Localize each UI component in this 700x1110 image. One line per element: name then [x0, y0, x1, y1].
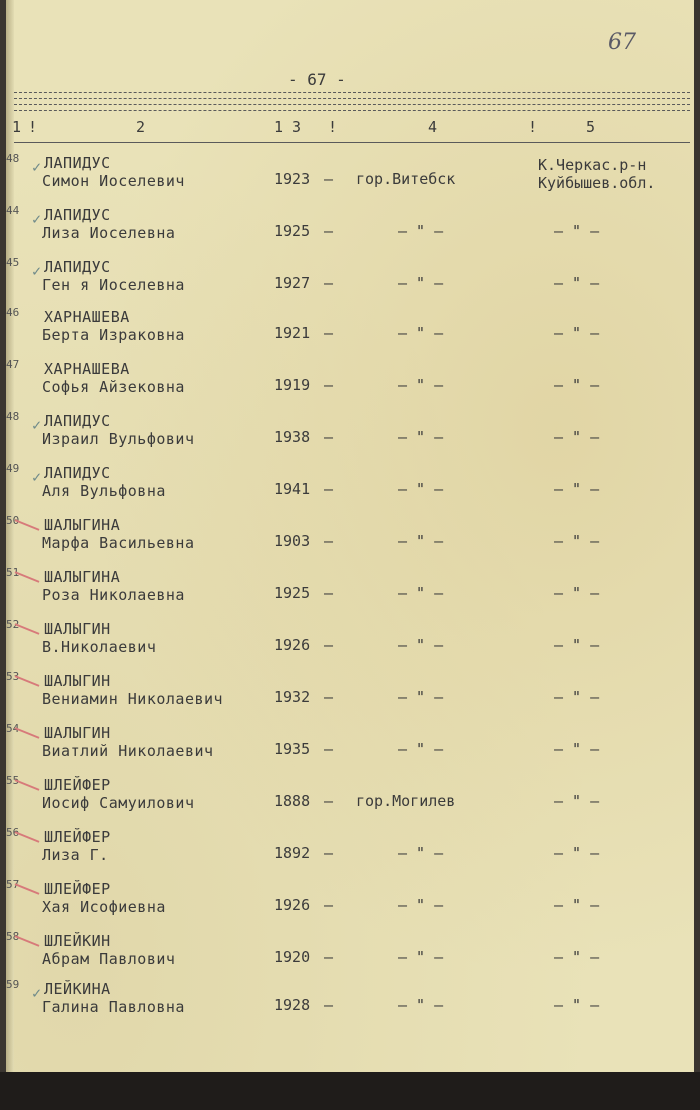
table-row: [6, 152, 696, 202]
dash: –: [324, 996, 334, 1014]
surname: ХАРНАШЕВА: [44, 308, 130, 326]
header-rule-1: [14, 92, 690, 93]
given-name: Аля Вульфовна: [42, 482, 166, 500]
destination-ditto: – " –: [554, 324, 600, 342]
column-separator: !: [528, 118, 538, 136]
row-number: 46: [6, 306, 20, 319]
header-bottom-rule: [14, 142, 690, 143]
dash: –: [324, 792, 334, 810]
destination-ditto: – " –: [554, 274, 600, 292]
dash: –: [324, 480, 334, 498]
column-header-3: 1 3: [274, 118, 302, 136]
row-number: 52: [6, 618, 20, 631]
row-number: 47: [6, 358, 20, 371]
birth-year: 1935: [274, 740, 311, 758]
given-name: Симон Иоселевич: [42, 172, 185, 190]
row-number: 48: [6, 152, 20, 165]
dash: –: [324, 740, 334, 758]
row-number: 57: [6, 878, 20, 891]
surname: ЛЕЙКИНА: [44, 980, 111, 998]
header-rule-2: [14, 98, 690, 99]
check-mark-icon: ✓: [32, 984, 42, 1002]
check-mark-icon: ✓: [32, 262, 42, 280]
place: гор.Могилев: [356, 792, 456, 810]
column-separator: !: [328, 118, 338, 136]
row-number: 48: [6, 410, 20, 423]
table-row: [6, 462, 696, 512]
column-header-1: 1: [12, 118, 22, 136]
scanner-background: [0, 1072, 700, 1110]
table-row: [6, 930, 696, 980]
table-row: [6, 256, 696, 306]
dash: –: [324, 170, 334, 188]
surname: ШЛЕЙФЕР: [44, 828, 111, 846]
place-ditto: – " –: [398, 844, 444, 862]
dash: –: [324, 222, 334, 240]
surname: ШАЛЫГИНА: [44, 568, 121, 586]
place-ditto: – " –: [398, 376, 444, 394]
table-row: [6, 566, 696, 616]
place: гор.Витебск: [356, 170, 456, 188]
given-name: Роза Николаевна: [42, 586, 185, 604]
column-header-4: 4: [428, 118, 438, 136]
birth-year: 1892: [274, 844, 311, 862]
destination-ditto: – " –: [554, 996, 600, 1014]
header-rule-3: [14, 104, 690, 105]
check-mark-icon: ✓: [32, 416, 42, 434]
given-name: Ген я Иоселевна: [42, 276, 185, 294]
destination-ditto: – " –: [554, 896, 600, 914]
destination-line-2: Куйбышев.обл.: [538, 174, 656, 192]
document-page: [6, 0, 694, 1072]
place-ditto: – " –: [398, 896, 444, 914]
destination-ditto: – " –: [554, 480, 600, 498]
table-row: [6, 358, 696, 408]
place-ditto: – " –: [398, 688, 444, 706]
row-number: 55: [6, 774, 20, 787]
surname: ЛАПИДУС: [44, 412, 111, 430]
destination-ditto: – " –: [554, 222, 600, 240]
surname: ШАЛЫГИНА: [44, 516, 121, 534]
surname: ХАРНАШЕВА: [44, 360, 130, 378]
table-row: [6, 670, 696, 720]
surname: ЛАПИДУС: [44, 206, 111, 224]
surname: ЛАПИДУС: [44, 464, 111, 482]
table-row: [6, 306, 696, 356]
table-row: [6, 878, 696, 928]
place-ditto: – " –: [398, 222, 444, 240]
birth-year: 1941: [274, 480, 311, 498]
table-row: [6, 826, 696, 876]
birth-year: 1888: [274, 792, 311, 810]
birth-year: 1919: [274, 376, 311, 394]
place-ditto: – " –: [398, 532, 444, 550]
row-number: 56: [6, 826, 20, 839]
surname: ШАЛЫГИН: [44, 672, 111, 690]
row-number: 50: [6, 514, 20, 527]
table-row: [6, 618, 696, 668]
birth-year: 1903: [274, 532, 311, 550]
row-number: 58: [6, 930, 20, 943]
dash: –: [324, 948, 334, 966]
surname: ЛАПИДУС: [44, 258, 111, 276]
place-ditto: – " –: [398, 996, 444, 1014]
check-mark-icon: ✓: [32, 158, 42, 176]
row-number: 51: [6, 566, 20, 579]
place-ditto: – " –: [398, 584, 444, 602]
handwritten-page-number: 67: [608, 30, 636, 55]
destination-ditto: – " –: [554, 584, 600, 602]
surname: ШЛЕЙКИН: [44, 932, 111, 950]
given-name: Лиза Г.: [42, 846, 109, 864]
surname: ШЛЕЙФЕР: [44, 880, 111, 898]
row-number: 54: [6, 722, 20, 735]
place-ditto: – " –: [398, 274, 444, 292]
check-mark-icon: ✓: [32, 468, 42, 486]
surname: ШАЛЫГИН: [44, 724, 111, 742]
birth-year: 1928: [274, 996, 311, 1014]
surname: ЛАПИДУС: [44, 154, 111, 172]
dash: –: [324, 584, 334, 602]
given-name: Марфа Васильевна: [42, 534, 195, 552]
destination: К.Черкас.р-н: [538, 156, 647, 174]
place-ditto: – " –: [398, 480, 444, 498]
birth-year: 1938: [274, 428, 311, 446]
surname: ШАЛЫГИН: [44, 620, 111, 638]
row-number: 53: [6, 670, 20, 683]
row-number: 59: [6, 978, 20, 991]
destination-ditto: – " –: [554, 636, 600, 654]
surname: ШЛЕЙФЕР: [44, 776, 111, 794]
dash: –: [324, 428, 334, 446]
birth-year: 1921: [274, 324, 311, 342]
table-row: [6, 410, 696, 460]
dash: –: [324, 274, 334, 292]
destination-ditto: – " –: [554, 844, 600, 862]
birth-year: 1927: [274, 274, 311, 292]
given-name: Виатлий Николаевич: [42, 742, 214, 760]
given-name: Софья Айзековна: [42, 378, 185, 396]
given-name: Иосиф Самуилович: [42, 794, 195, 812]
dash: –: [324, 896, 334, 914]
dash: –: [324, 844, 334, 862]
destination-ditto: – " –: [554, 376, 600, 394]
birth-year: 1923: [274, 170, 311, 188]
place-ditto: – " –: [398, 740, 444, 758]
given-name: В.Николаевич: [42, 638, 157, 656]
destination-ditto: – " –: [554, 792, 600, 810]
destination-ditto: – " –: [554, 688, 600, 706]
given-name: Хая Исофиевна: [42, 898, 166, 916]
dash: –: [324, 376, 334, 394]
birth-year: 1925: [274, 584, 311, 602]
given-name: Абрам Павлович: [42, 950, 176, 968]
destination-ditto: – " –: [554, 428, 600, 446]
place-ditto: – " –: [398, 428, 444, 446]
row-number: 45: [6, 256, 20, 269]
birth-year: 1932: [274, 688, 311, 706]
check-mark-icon: ✓: [32, 210, 42, 228]
table-row: [6, 774, 696, 824]
dash: –: [324, 636, 334, 654]
birth-year: 1925: [274, 222, 311, 240]
given-name: Израил Вульфович: [42, 430, 195, 448]
birth-year: 1926: [274, 896, 311, 914]
table-row: [6, 204, 696, 254]
dash: –: [324, 324, 334, 342]
place-ditto: – " –: [398, 948, 444, 966]
table-row: [6, 978, 696, 1028]
destination-ditto: – " –: [554, 948, 600, 966]
row-number: 44: [6, 204, 20, 217]
header-rule-4: [14, 110, 690, 111]
column-header-5: 5: [586, 118, 596, 136]
given-name: Лиза Иоселевна: [42, 224, 176, 242]
destination-ditto: – " –: [554, 740, 600, 758]
table-row: [6, 514, 696, 564]
destination-ditto: – " –: [554, 532, 600, 550]
typed-page-number: - 67 -: [288, 70, 346, 89]
row-number: 49: [6, 462, 20, 475]
table-row: [6, 722, 696, 772]
column-header-2: 2: [136, 118, 146, 136]
given-name: Берта Израковна: [42, 326, 185, 344]
place-ditto: – " –: [398, 636, 444, 654]
dash: –: [324, 688, 334, 706]
given-name: Вениамин Николаевич: [42, 690, 224, 708]
dash: –: [324, 532, 334, 550]
place-ditto: – " –: [398, 324, 444, 342]
given-name: Галина Павловна: [42, 998, 185, 1016]
birth-year: 1926: [274, 636, 311, 654]
column-separator: !: [28, 118, 38, 136]
birth-year: 1920: [274, 948, 311, 966]
